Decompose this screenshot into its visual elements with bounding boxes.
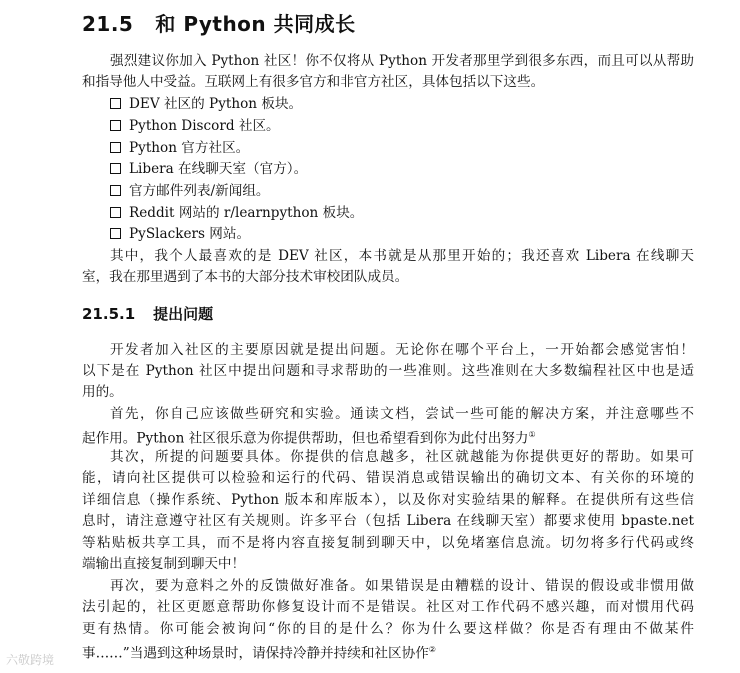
checkbox-icon xyxy=(110,120,121,131)
paragraph-line: 再次，要为意料之外的反馈做好准备。如果错误是由糟糕的设计、错误的假设或非惯用做 xyxy=(110,578,694,594)
paragraph-line: 用的。 xyxy=(82,384,123,400)
paragraph-line: 详细信息（操作系统、Python 版本和库版本），以及你对实验结果的解释。在提供所有这些信 xyxy=(82,492,694,508)
paragraph-line: 事……”当遇到这种场景时，请保持冷静并持续和社区协作② xyxy=(82,645,436,662)
subsection-title: 提出问题 xyxy=(153,305,214,323)
subsection-number: 21.5.1 xyxy=(82,305,136,323)
checkbox-icon xyxy=(110,163,121,174)
paragraph-line: 起作用。Python 社区很乐意为你提供帮助，但也希望看到你为此付出努力① xyxy=(82,430,536,447)
paragraph-line: 开发者加入社区的主要原因就是提出问题。无论你在哪个平台上，一开始都会感觉害怕！ xyxy=(110,342,694,358)
paragraph-line: 其次，所提的问题要具体。你提供的信息越多，社区就越能为你提供更好的帮助。如果可 xyxy=(110,449,694,465)
list-item: Reddit 网站的 r/learnpython 板块。 xyxy=(110,203,363,223)
paragraph-line: 能，请向社区提供可以检验和运行的代码、错误消息或错误输出的确切文本、有关你的环境的 xyxy=(82,470,694,486)
paragraph-line: 首先，你自己应该做些研究和实验。通读文档，尝试一些可能的解决方案，并注意哪些不 xyxy=(110,406,694,422)
subsection-heading xyxy=(82,303,213,324)
paragraph-line: 息时，请注意遵守社区有关规则。许多平台（包括 Libera 在线聊天室）都要求使用 bpaste.net xyxy=(82,513,694,529)
footnote-mark: ② xyxy=(428,645,436,654)
paragraph-line: 室，我在那里遇到了本书的大部分技术审校团队成员。 xyxy=(82,269,409,285)
checkbox-icon xyxy=(110,185,121,196)
paragraph-line: 等粘贴板共享工具，而不是将内容直接复制到聊天中，以免堵塞信息流。切勿将多行代码或终 xyxy=(82,535,694,551)
checkbox-icon xyxy=(110,207,121,218)
section-heading xyxy=(82,8,356,37)
list-item: Libera 在线聊天室（官方）。 xyxy=(110,159,307,179)
section-title: 和 Python 共同成长 xyxy=(155,12,356,36)
list-item: Python Discord 社区。 xyxy=(110,116,280,136)
list-item: PySlackers 网站。 xyxy=(110,224,250,244)
intro-line-1: 强烈建议你加入 Python 社区！你不仅将从 Python 开发者那里学到很多东西，而且可以从帮助 xyxy=(110,53,694,69)
paragraph-line: 以下是在 Python 社区中提出问题和寻求帮助的一些准则。这些准则在大多数编程社区中也是适 xyxy=(82,363,694,379)
intro-line-2: 和指导他人中受益。互联网上有很多官方和非官方社区，具体包括以下这些。 xyxy=(82,74,545,90)
section-number: 21.5 xyxy=(82,12,134,36)
watermark: 六敬跨境 xyxy=(6,653,55,667)
paragraph-line: 其中，我个人最喜欢的是 DEV 社区，本书就是从那里开始的；我还喜欢 Libera 在线聊天 xyxy=(110,248,694,264)
list-item: 官方邮件列表/新闻组。 xyxy=(110,181,270,201)
list-item: DEV 社区的 Python 板块。 xyxy=(110,94,302,114)
checkbox-icon xyxy=(110,228,121,239)
list-item: Python 官方社区。 xyxy=(110,138,249,158)
paragraph-line: 法引起的，社区更愿意帮助你修复设计而不是错误。社区对工作代码不感兴趣，而对惯用代码 xyxy=(82,599,694,615)
footnote-mark: ① xyxy=(528,430,536,439)
checkbox-icon xyxy=(110,142,121,153)
paragraph-line: 更有热情。你可能会被询问“你的目的是什么？你为什么要这样做？你是否有理由不做某件 xyxy=(82,621,694,637)
checkbox-icon xyxy=(110,98,121,109)
paragraph-line: 端输出直接复制到聊天中！ xyxy=(82,556,246,572)
